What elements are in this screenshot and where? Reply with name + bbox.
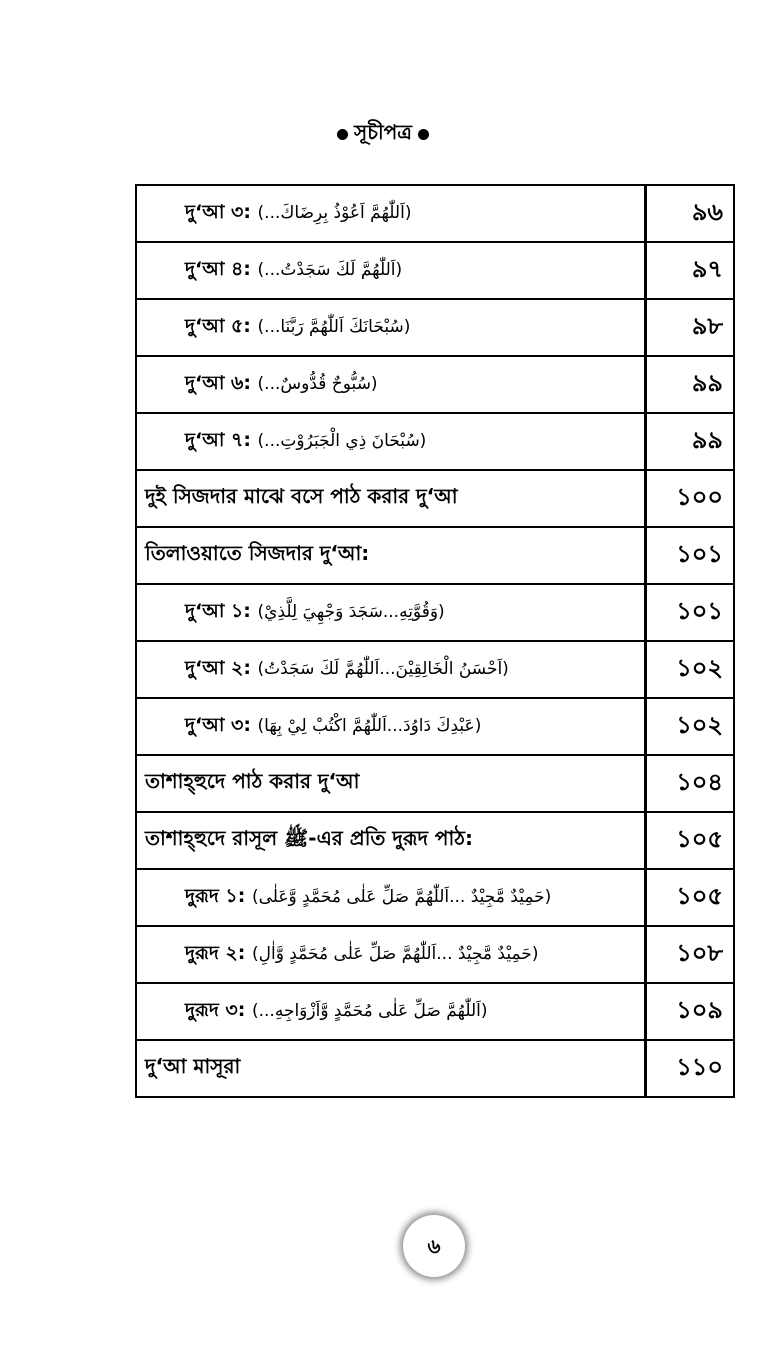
toc-entry xyxy=(136,527,646,584)
toc-page-cell xyxy=(646,470,735,527)
toc-row[interactable] xyxy=(136,755,734,812)
toc-entry-label: তাশাহ্হুদে রাসূল ﷺ-এর প্রতি দুরূদ পাঠ: xyxy=(145,826,473,850)
toc-entry xyxy=(136,641,646,698)
toc-entry xyxy=(136,356,646,413)
toc-entry-label: দু‘আ ৫: xyxy=(185,314,258,337)
toc-page-cell xyxy=(646,1040,735,1097)
toc-entry-arabic: (عَبْدِكَ دَاوُدَ...اَللّٰهُمَّ اكْتُبْ لِيْ بِهَا) xyxy=(257,715,482,736)
toc-row[interactable] xyxy=(136,698,734,755)
toc-entry xyxy=(136,755,646,812)
toc-page-number: ১০০ xyxy=(676,482,723,511)
toc-page-number: ৯৯ xyxy=(691,368,723,397)
toc-page-cell xyxy=(646,584,735,641)
page-header xyxy=(0,118,766,151)
toc-entry xyxy=(136,1040,646,1097)
toc-page-cell xyxy=(646,983,735,1040)
toc-page-cell xyxy=(646,812,735,869)
toc-row[interactable] xyxy=(136,1040,734,1097)
toc-entry-label: দু‘আ ৭: xyxy=(185,428,258,451)
toc-page-number: ৯৯ xyxy=(691,425,723,454)
toc-entry-label: দু‘আ ৪: xyxy=(185,257,258,280)
toc-row[interactable] xyxy=(136,983,734,1040)
toc-page-number: ১০১ xyxy=(676,539,723,568)
table-of-contents xyxy=(135,184,735,1098)
toc-entry-label: দু‘আ ৩: xyxy=(185,713,258,736)
toc-page-number: ১১০ xyxy=(676,1052,723,1081)
toc-page-number: ৯৮ xyxy=(691,311,723,340)
toc-page-number: ১০২ xyxy=(676,653,723,682)
toc-row[interactable] xyxy=(136,242,734,299)
toc-entry-label: দুরূদ ২: xyxy=(185,941,252,964)
toc-row[interactable] xyxy=(136,812,734,869)
toc-row[interactable] xyxy=(136,527,734,584)
toc-page-cell xyxy=(646,698,735,755)
toc-entry-arabic: (وَقُوَّتِهِ...سَجَدَ وَجْهِيَ لِلَّذِيْ) xyxy=(257,601,445,622)
toc-page-cell xyxy=(646,299,735,356)
toc-row[interactable] xyxy=(136,470,734,527)
toc-row[interactable] xyxy=(136,356,734,413)
toc-row[interactable] xyxy=(136,299,734,356)
toc-page-number: ১০৯ xyxy=(676,995,723,1024)
toc-page-number: ১০২ xyxy=(676,710,723,739)
toc-entry xyxy=(136,698,646,755)
toc-row[interactable] xyxy=(136,185,734,242)
toc-page-number: ১০৫ xyxy=(676,824,723,853)
toc-entry-arabic: (حَمِيْدٌ مَّجِيْدٌ ...اَللّٰهُمَّ صَلِّ عَلٰى مُحَمَّدٍ وَّعَلٰى) xyxy=(251,886,552,907)
toc-row[interactable] xyxy=(136,926,734,983)
toc-entry-arabic: (سُبْحَانَكَ اَللّٰهُمَّ رَبَّنَا...) xyxy=(257,316,411,337)
toc-page-number: ৯৬ xyxy=(691,197,723,226)
toc-page-cell xyxy=(646,413,735,470)
toc-entry-label: দুরূদ ৩: xyxy=(185,998,252,1021)
toc-entry xyxy=(136,869,646,926)
bullet-dot-icon xyxy=(337,129,348,140)
toc-entry-label: দু‘আ ৬: xyxy=(185,371,258,394)
bullet-dot-icon xyxy=(418,129,429,140)
page-number-badge xyxy=(403,1215,465,1277)
toc-entry-arabic: (حَمِيْدٌ مَّجِيْدٌ ...اَللّٰهُمَّ صَلِّ عَلٰى مُحَمَّدٍ وَّاٰلِ) xyxy=(251,943,539,964)
toc-entry-label: দু‘আ ২: xyxy=(185,656,258,679)
toc-page-cell xyxy=(646,356,735,413)
toc-entry xyxy=(136,185,646,242)
toc-entry xyxy=(136,413,646,470)
toc-entry-label: দু‘আ ৩: xyxy=(185,200,258,223)
toc-entry-arabic: (اَللّٰهُمَّ لَكَ سَجَدْتُ...) xyxy=(257,259,403,280)
toc-body xyxy=(136,185,734,1097)
toc-page-cell xyxy=(646,869,735,926)
toc-entry-label: তাশাহ্হুদে পাঠ করার দু‘আ xyxy=(145,769,360,793)
toc-row[interactable] xyxy=(136,869,734,926)
toc-page-cell xyxy=(646,185,735,242)
toc-page-number: ১০৮ xyxy=(676,938,723,967)
toc-row[interactable] xyxy=(136,584,734,641)
toc-row[interactable] xyxy=(136,641,734,698)
toc-entry xyxy=(136,299,646,356)
toc-page-number: ৯৭ xyxy=(691,254,723,283)
toc-entry xyxy=(136,983,646,1040)
toc-entry-label: তিলাওয়াতে সিজদার দু‘আ: xyxy=(145,541,370,565)
toc-entry-label: দুরূদ ১: xyxy=(185,884,252,907)
toc-entry xyxy=(136,812,646,869)
toc-page-cell xyxy=(646,755,735,812)
toc-entry-arabic: (سُبْحَانَ ذِي الْجَبَرُوْتِ...) xyxy=(257,430,427,451)
page-number: ৬ xyxy=(427,1234,441,1258)
toc-page-number: ১০৪ xyxy=(676,767,723,796)
page-title: সূচীপত্র xyxy=(354,120,412,144)
toc-page-cell xyxy=(646,242,735,299)
toc-entry xyxy=(136,242,646,299)
toc-entry-arabic: (اَللّٰهُمَّ اَعُوْذُ بِرِضَاكَ...) xyxy=(257,202,412,223)
toc-entry-arabic: (اَحْسَنُ الْخَالِقِيْنَ...اَللّٰهُمَّ لَكَ سَجَدْتُ) xyxy=(257,658,509,679)
toc-page-cell xyxy=(646,641,735,698)
toc-entry-label: দু‘আ মাসূরা xyxy=(145,1054,241,1078)
toc-page-number: ১০৫ xyxy=(676,881,723,910)
toc-page-cell xyxy=(646,527,735,584)
toc-entry-arabic: (اَللّٰهُمَّ صَلِّ عَلٰى مُحَمَّدٍ وَّاَزْوَاجِهِ...) xyxy=(251,1000,488,1021)
toc-entry xyxy=(136,926,646,983)
toc-page-number: ১০১ xyxy=(676,596,723,625)
toc-entry xyxy=(136,584,646,641)
toc-page-cell xyxy=(646,926,735,983)
toc-entry xyxy=(136,470,646,527)
toc-row[interactable] xyxy=(136,413,734,470)
toc-entry-label: দু‘আ ১: xyxy=(185,599,258,622)
toc-entry-arabic: (سُبُّوحٌ قُدُّوسٌ...) xyxy=(257,373,378,394)
toc-entry-label: দুই সিজদার মাঝে বসে পাঠ করার দু‘আ xyxy=(145,484,458,508)
